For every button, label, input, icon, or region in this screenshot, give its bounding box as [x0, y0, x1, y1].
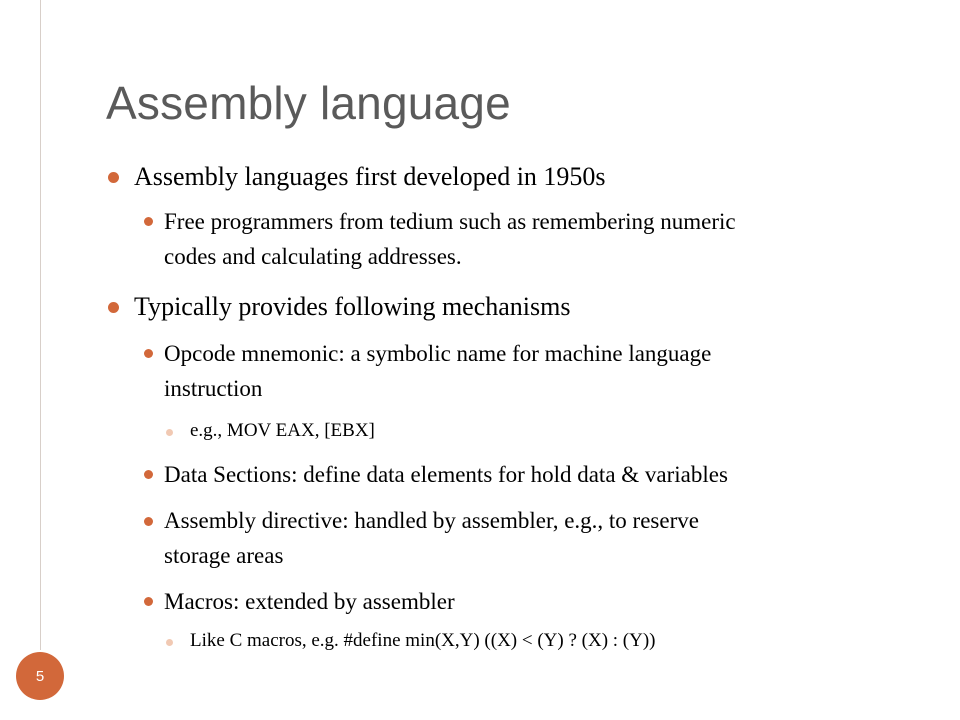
bullet-line: Opcode mnemonic: a symbolic name for machine language: [164, 341, 712, 366]
bullet-line: Free programmers from tedium such as remembering numeric: [164, 209, 736, 234]
bullet-dot: [144, 517, 153, 526]
bullet-level3-text: e.g., MOV EAX, [EBX]: [190, 420, 375, 441]
bullet-dot: [108, 302, 119, 313]
bullet-level1-text: Assembly languages first developed in 1950s: [134, 162, 606, 191]
bullet-dot: [144, 349, 153, 358]
bullet-line: instruction: [164, 376, 263, 401]
bullet-level2-text: Data Sections: define data elements for hold data & variables: [164, 462, 728, 487]
bullet-level2-text: [164, 503, 699, 573]
bullet-level2-text: [164, 204, 736, 274]
bullet-dot: [166, 429, 173, 436]
bullet-level3-text: Like C macros, e.g. #define min(X,Y) ((X) < (Y) ? (X) : (Y)): [190, 630, 656, 651]
bullet-line: storage areas: [164, 543, 284, 568]
bullet-level2-text: [164, 336, 711, 406]
bullet-level2-text: Macros: extended by assembler: [164, 589, 455, 614]
page-number: 5: [35, 667, 45, 685]
bullet-line: codes and calculating addresses.: [164, 244, 462, 269]
bullet-dot: [144, 217, 153, 226]
bullet-dot: [166, 639, 173, 646]
bullet-dot: [108, 172, 119, 183]
bullet-line: Assembly directive: handled by assembler, e.g., to reserve: [164, 508, 699, 533]
slide-title: Assembly language: [106, 77, 511, 129]
page-number-badge: [16, 652, 64, 700]
bullet-dot: [144, 470, 153, 479]
bullet-level1-text: Typically provides following mechanisms: [134, 292, 571, 321]
bullet-dot: [144, 597, 153, 606]
